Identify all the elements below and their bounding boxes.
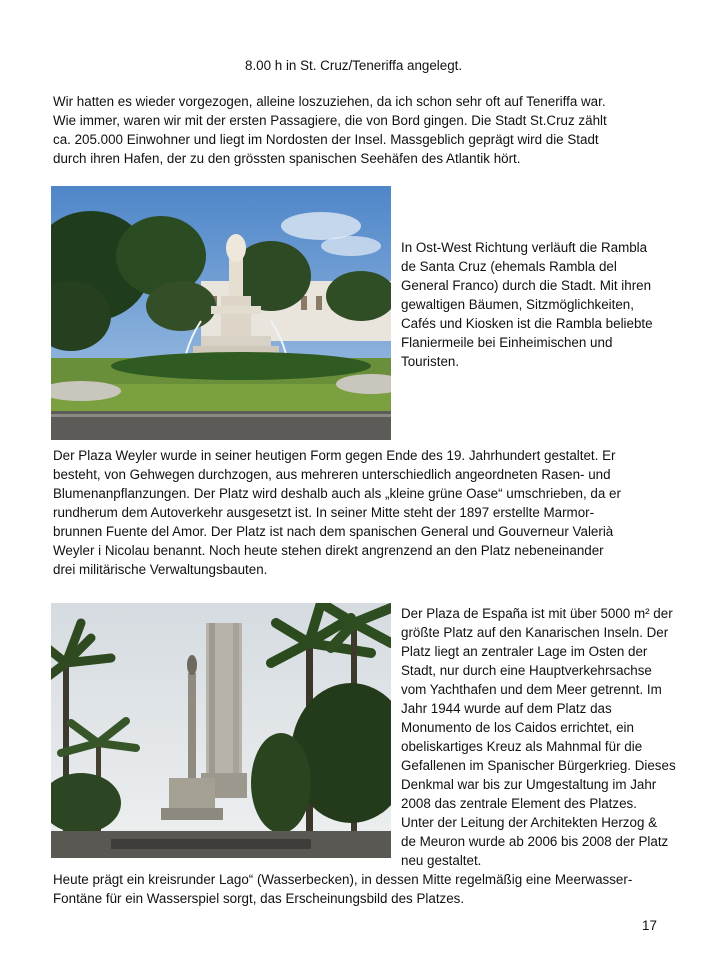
text-line: Fontäne für ein Wasserspiel sorgt, das Erscheinungsbild des Platzes. [53, 891, 465, 906]
text-line: vom Yachthafen und dem Meer getrennt. Im [401, 682, 662, 697]
text-line: brunnen Fuente del Amor. Der Platz ist nach dem spanischen General und Gouverneur Valerià [53, 524, 614, 539]
text-line: Wir hatten es wieder vorgezogen, alleine loszuziehen, da ich schon sehr oft auf Teneriffa war. [53, 94, 606, 109]
text-line: rundherum dem Autoverkehr ausgesetzt ist. In seiner Mitte steht der 1897 erstellte Marmor- [53, 505, 595, 520]
text-line: General Franco) durch die Stadt. Mit ihren [401, 278, 652, 293]
text-line: Touristen. [401, 354, 460, 369]
text-line: 2008 das zentrale Element des Platzes. [401, 796, 637, 811]
text-line: Der Plaza de España ist mit über 5000 m² der [401, 606, 673, 621]
text-line: Jahr 1944 wurde auf dem Platz das [401, 701, 612, 716]
text-line: Platz liegt an zentraler Lage im Osten der [401, 644, 648, 659]
text-line: Gefallenen im Spanischer Bürgerkrieg. Dieses [401, 758, 676, 773]
text-line: de Meuron wurde ab 2006 bis 2008 der Platz [401, 834, 669, 849]
text-line: größte Platz auf den Kanarischen Inseln. Der [401, 625, 669, 640]
text-line: Heute prägt ein kreisrunder Lago“ (Wasserbecken), in dessen Mitte regelmäßig eine Meerwasser- [53, 872, 633, 887]
text-line: Wie immer, waren wir mit der ersten Passagiere, die von Bord gingen. Die Stadt St.Cruz zählt [53, 113, 607, 128]
plaza-de-espana-monument-photo [51, 603, 391, 858]
text-line: Blumenanpflanzungen. Der Platz wird deshalb auch als „kleine grüne Oase“ umschrieben, da er [53, 486, 621, 501]
text-line: Denkmal war bis zur Umgestaltung im Jahr [401, 777, 657, 792]
text-line: neu gestaltet. [401, 853, 482, 868]
text-line: drei militärische Verwaltungsbauten. [53, 562, 268, 577]
text-line: gewaltigen Bäumen, Sitzmöglichkeiten, [401, 297, 634, 312]
text-line: Unter der Leitung der Architekten Herzog & [401, 815, 658, 830]
text-line: ca. 205.000 Einwohner und liegt im Nordosten der Insel. Massgeblich geprägt wird die Stadt [53, 132, 599, 147]
text-line: Flaniermeile bei Einheimischen und [401, 335, 613, 350]
text-line: besteht, von Gehwegen durchzogen, aus mehreren unterschiedlich angeordneten Rasen- und [53, 467, 611, 482]
text-line: Der Plaza Weyler wurde in seiner heutigen Form gegen Ende des 19. Jahrhundert gestaltet. Er [53, 448, 616, 463]
text-line: In Ost-West Richtung verläuft die Rambla [401, 240, 648, 255]
text-line: Stadt, nur durch eine Hauptverkehrsachse [401, 663, 652, 678]
page-title: 8.00 h in St. Cruz/Teneriffa angelegt. [245, 58, 463, 73]
text-line: durch ihren Hafen, der zu den grössten spanischen Seehäfen des Atlantik hört. [53, 151, 521, 166]
text-line: Cafés und Kiosken ist die Rambla beliebte [401, 316, 653, 331]
plaza-weyler-fountain-photo [51, 186, 391, 440]
page-number: 17 [642, 918, 657, 933]
text-line: Monumento de los Caidos errichtet, ein [401, 720, 634, 735]
text-line: Weyler i Nicolau benannt. Noch heute stehen direkt angrenzend an den Platz nebeneinander [53, 543, 604, 558]
text-line: obeliskartiges Kreuz als Mahnmal für die [401, 739, 643, 754]
text-line: de Santa Cruz (ehemals Rambla del [401, 259, 617, 274]
